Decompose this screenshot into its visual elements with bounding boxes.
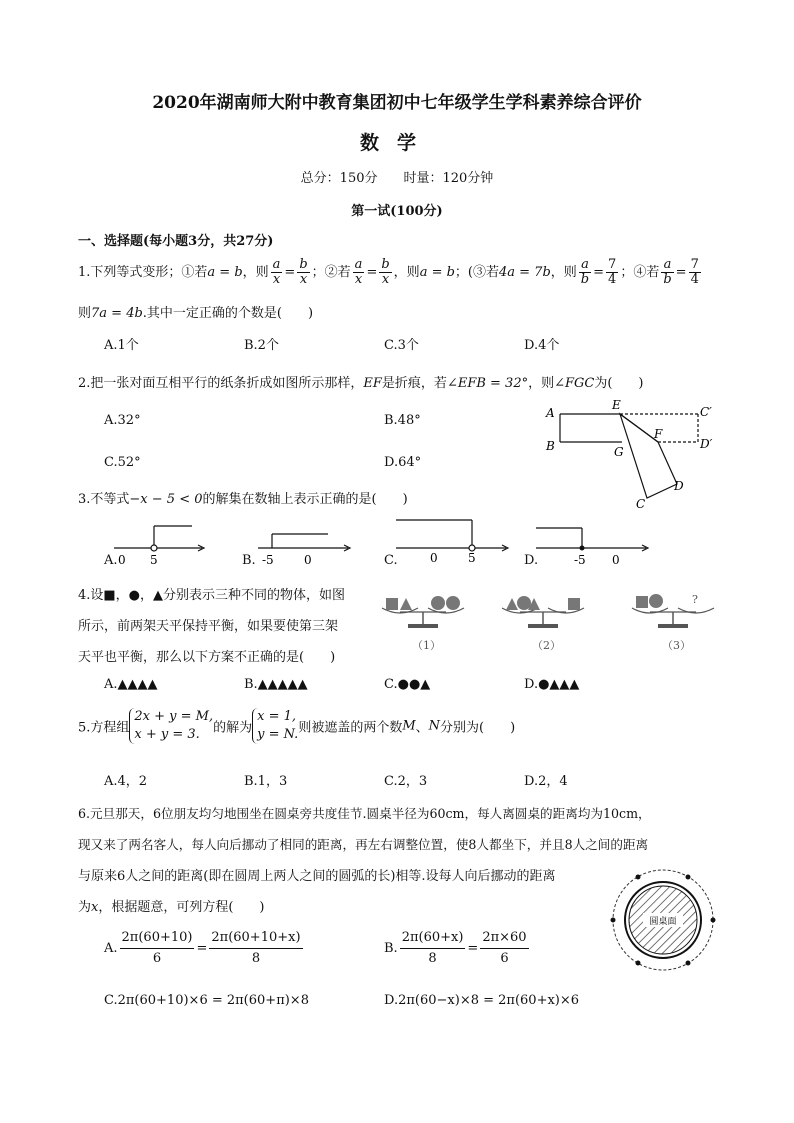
q4-option-c[interactable]: C.●●▲ bbox=[384, 677, 431, 692]
q1-option-a[interactable]: A.1个 bbox=[104, 338, 139, 353]
balance-scale-3 bbox=[632, 593, 714, 652]
q4-option-a[interactable]: A.▲▲▲▲ bbox=[104, 677, 158, 692]
label-b: B bbox=[546, 439, 555, 453]
question-4-line-2: 所示，前两架天平保持平衡，如果要使第三架 bbox=[78, 619, 339, 634]
round-table-figure bbox=[605, 866, 723, 976]
number-line-b bbox=[256, 520, 356, 570]
q6-option-c[interactable]: C.2π(60+10)×6 = 2π(60+π)×8 bbox=[104, 993, 309, 1008]
q3-option-b-label[interactable]: B. bbox=[242, 553, 256, 568]
label-c-prime: C′ bbox=[700, 405, 712, 419]
svg-text:5: 5 bbox=[150, 553, 158, 567]
question-5-text: 5.方程组 2x + y = M, x + y = 3. 的解为 x = 1, y = N. 则被遮盖的两个数M、N分别为( ) bbox=[78, 709, 516, 742]
q1-option-d[interactable]: D.4个 bbox=[524, 338, 560, 353]
svg-text:0: 0 bbox=[118, 553, 126, 567]
q6-option-b[interactable]: B. $\frac{2\pi(60+x)}{8}$ = $\frac{2\pi\times 60}{6}$ bbox=[384, 930, 527, 966]
number-line-d bbox=[534, 520, 654, 570]
q5-option-b[interactable]: B.1，3 bbox=[244, 774, 288, 789]
q5-option-a[interactable]: A.4，2 bbox=[104, 774, 148, 789]
question-1-line-2: 则7a = 4b.其中一定正确的个数是( ) bbox=[78, 306, 314, 321]
q5-option-d[interactable]: D.2，4 bbox=[524, 774, 568, 789]
question-3-text: 3.不等式−x − 5 < 0的解集在数轴上表示正确的是( ) bbox=[78, 492, 408, 507]
folded-strip-figure bbox=[540, 398, 740, 513]
label-c: C bbox=[636, 497, 646, 511]
q3-option-d-label[interactable]: D. bbox=[524, 553, 539, 568]
q2-option-b[interactable]: B.48° bbox=[384, 413, 421, 428]
equation-system-2: x = 1, y = N. bbox=[252, 708, 298, 744]
question-1-line-1: 1.下列等式变形；①若a = b，则 $\frac{a}{x}$ = $\frac{b}{x}$ ；②若 $\frac{a}{x}$ = $\frac{b}{x}$ ，则a = b；(③若4a = 7b，则 $\frac{a}{b}$ = $\frac{7}{4}$ ；④若 $\frac{a}{b}$ = $\frac{7}{4}$ bbox=[78, 257, 699, 287]
q2-option-d[interactable]: D.64° bbox=[384, 455, 422, 470]
q3-option-c-label[interactable]: C. bbox=[384, 553, 398, 568]
svg-text:0: 0 bbox=[430, 551, 438, 565]
table-label: 圆桌面 bbox=[649, 917, 677, 927]
svg-text:（1）: （1） bbox=[412, 639, 441, 652]
svg-text:-5: -5 bbox=[262, 553, 274, 567]
section-title: 第一试(100分) bbox=[351, 204, 443, 219]
q6-option-a[interactable]: A. $\frac{2\pi(60+10)}{6}$ = $\frac{2\pi(60+10+x)}{8}$ bbox=[104, 930, 301, 966]
question-4-line-3: 天平也平衡，那么以下方案不正确的是( ) bbox=[78, 650, 336, 665]
label-d-prime: D′ bbox=[700, 437, 713, 451]
question-2-text: 2.把一张对面互相平行的纸条折成如图所示那样，EF是折痕，若∠EFB = 32°，则∠FGC为( ) bbox=[78, 376, 644, 391]
equation-system-1: 2x + y = M, x + y = 3. bbox=[129, 708, 213, 744]
q4-option-b[interactable]: B.▲▲▲▲▲ bbox=[244, 677, 308, 692]
number-line-c bbox=[394, 514, 514, 570]
svg-text:（3）: （3） bbox=[662, 639, 691, 652]
question-4-line-1: 4.设■，●，▲分别表示三种不同的物体，如图 bbox=[78, 588, 346, 603]
q1-option-b[interactable]: B.2个 bbox=[244, 338, 279, 353]
q2-option-c[interactable]: C.52° bbox=[104, 455, 141, 470]
label-f: F bbox=[654, 427, 663, 441]
label-a: A bbox=[546, 406, 555, 420]
q4-option-d[interactable]: D.●▲▲▲ bbox=[524, 677, 580, 692]
svg-text:（2）: （2） bbox=[532, 639, 561, 652]
q2-option-a[interactable]: A.32° bbox=[104, 413, 141, 428]
label-d: D bbox=[674, 479, 684, 493]
svg-text:5: 5 bbox=[468, 551, 476, 565]
balance-scale-1 bbox=[382, 596, 464, 652]
number-line-a bbox=[112, 520, 212, 570]
question-6-line-4: 为x，根据题意，可列方程( ) bbox=[78, 900, 265, 915]
score-info: 总分：150分 时量：120分钟 bbox=[300, 171, 494, 186]
question-6-line-3: 与原来6人之间的距离(即在圆周上两人之间的圆弧的长)相等.设每人向后挪动的距离 bbox=[78, 869, 556, 884]
question-6-line-2: 现又来了两名客人，每人向后挪动了相同的距离，再左右调整位置，使8人都坐下，并且8人之间的距离 bbox=[78, 837, 649, 852]
page-title: 2020年湖南师大附中教育集团初中七年级学生学科素养综合评价 bbox=[152, 93, 642, 113]
balance-scale-2 bbox=[502, 596, 584, 652]
part-heading: 一、选择题(每小题3分，共27分) bbox=[78, 234, 274, 249]
q3-option-a-label[interactable]: A. bbox=[104, 553, 118, 568]
svg-text:-5: -5 bbox=[574, 553, 586, 567]
q6-option-d[interactable]: D.2π(60−x)×8 = 2π(60+x)×6 bbox=[384, 993, 580, 1008]
svg-text:0: 0 bbox=[304, 553, 312, 567]
svg-text:0: 0 bbox=[612, 553, 620, 567]
svg-text:?: ? bbox=[692, 593, 698, 606]
q5-option-c[interactable]: C.2，3 bbox=[384, 774, 428, 789]
q1-option-c[interactable]: C.3个 bbox=[384, 338, 419, 353]
label-e: E bbox=[612, 398, 621, 412]
label-g: G bbox=[614, 445, 624, 459]
subject-title: 数学 bbox=[359, 132, 434, 154]
balance-scales-figure bbox=[378, 588, 728, 658]
question-6-line-1: 6.元旦那天，6位朋友均匀地围坐在圆桌旁共度佳节.圆桌半径为60cm，每人离圆桌的距离均为10cm， bbox=[78, 806, 651, 821]
